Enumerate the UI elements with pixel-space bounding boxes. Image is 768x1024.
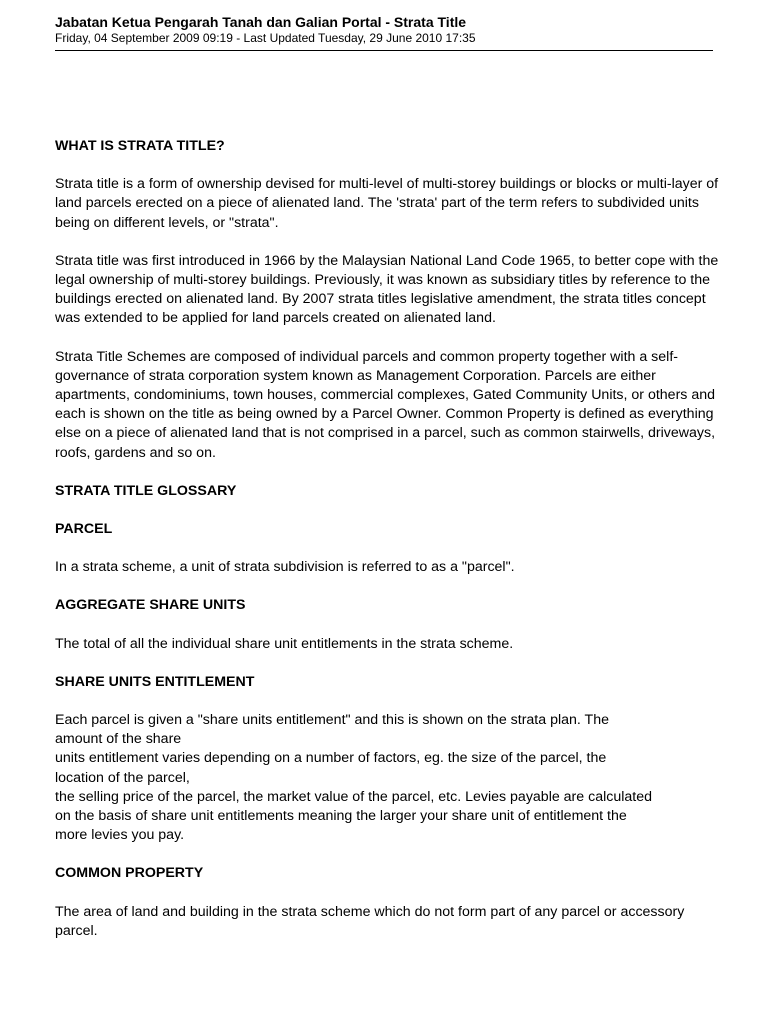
entitlement-line: Each parcel is given a "share units entitlement" and this is shown on the strata plan. The bbox=[55, 712, 609, 729]
paragraph-schemes: Strata Title Schemes are composed of individual parcels and common property together with a self-governance of strata corporation system known as Management Corporation. Parcels are either apartments, condominiums, town houses, commercial complexes, Gated Community Units, or others and each is shown on the title as being owned by a Parcel Owner. Common Property is defined as everything else on a piece of alienated land that is not comprised in a parcel, such as common stairwells, driveways, roofs, gardens and so on. bbox=[55, 348, 716, 461]
heading-aggregate-share-units: AGGREGATE SHARE UNITS bbox=[55, 597, 246, 614]
page-header bbox=[55, 14, 713, 51]
paragraph-parcel: In a strata scheme, a unit of strata subdivision is referred to as a "parcel". bbox=[55, 559, 515, 576]
paragraph-share-units-entitlement bbox=[55, 711, 720, 845]
paragraph-aggregate-share-units: The total of all the individual share unit entitlements in the strata scheme. bbox=[55, 635, 514, 652]
entitlement-line: location of the parcel, bbox=[55, 769, 190, 786]
paragraph-history: Strata title was first introduced in 1966 by the Malaysian National Land Code 1965, to better cope with the legal ownership of multi-storey buildings. Previously, it was known as subsidiary titles by reference to the buildings erected on alienated land. By 2007 strata titles legislative amendment, the strata titles concept was extended to be applied for land parcels created on alienated land. bbox=[55, 252, 719, 327]
heading-common-property: COMMON PROPERTY bbox=[55, 865, 204, 882]
entitlement-line: amount of the share bbox=[55, 731, 182, 748]
entitlement-line: more levies you pay. bbox=[55, 827, 185, 844]
entitlement-line: on the basis of share unit entitlements meaning the larger your share unit of entitlement the bbox=[55, 808, 627, 825]
page-title: Jabatan Ketua Pengarah Tanah dan Galian Portal - Strata Title bbox=[55, 14, 467, 30]
article-body bbox=[55, 137, 720, 960]
publish-dates: Friday, 04 September 2009 09:19 - Last Updated Tuesday, 29 June 2010 17:35 bbox=[55, 31, 476, 45]
entitlement-line: units entitlement varies depending on a number of factors, eg. the size of the parcel, the bbox=[55, 750, 607, 767]
entitlement-line: the selling price of the parcel, the market value of the parcel, etc. Levies payable are calculated bbox=[55, 788, 653, 805]
heading-parcel: PARCEL bbox=[55, 521, 113, 538]
heading-glossary: STRATA TITLE GLOSSARY bbox=[55, 482, 237, 499]
heading-what-is-strata-title: WHAT IS STRATA TITLE? bbox=[55, 138, 225, 154]
paragraph-common-property: The area of land and building in the strata scheme which do not form part of any parcel or accessory parcel. bbox=[55, 903, 685, 939]
heading-share-units-entitlement: SHARE UNITS ENTITLEMENT bbox=[55, 673, 255, 690]
paragraph-definition: Strata title is a form of ownership devised for multi-level of multi-storey buildings or blocks or multi-layer of land parcels erected on a piece of alienated land. The 'strata' part of the term refers to subdivided units being on different levels, or "strata". bbox=[55, 176, 719, 231]
